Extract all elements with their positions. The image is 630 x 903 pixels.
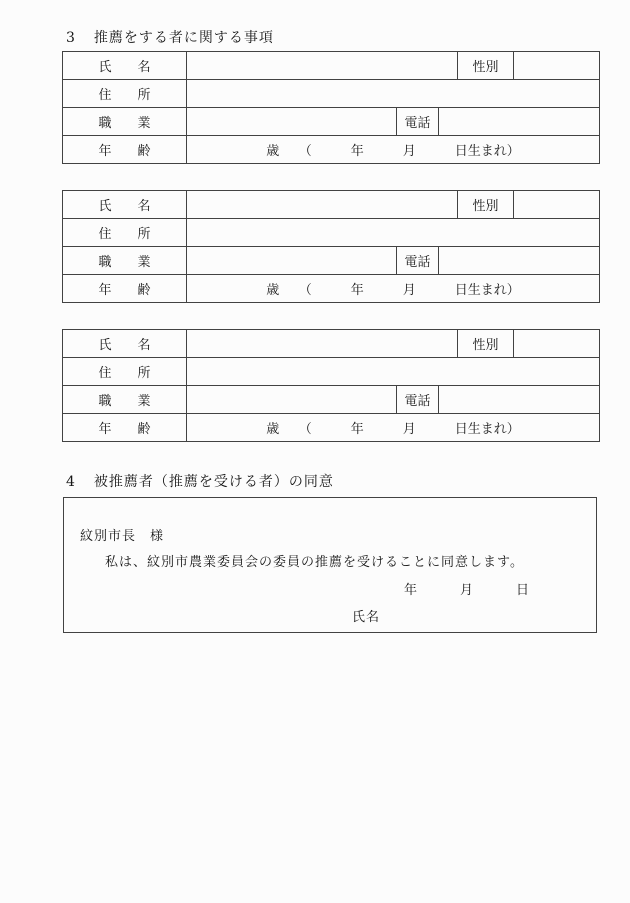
table-row <box>63 386 600 414</box>
gender-label: 性別 <box>458 191 514 219</box>
age-label: 年 齢 <box>63 414 187 442</box>
phone-label: 電話 <box>397 108 439 136</box>
section-title: 被推薦者（推薦を受ける者）の同意 <box>93 474 334 490</box>
table-row <box>63 80 600 108</box>
gender-field[interactable] <box>514 191 600 219</box>
address-field[interactable] <box>187 358 600 386</box>
section-number: 4 <box>66 474 76 490</box>
name-field[interactable] <box>187 191 458 219</box>
gender-label: 性別 <box>458 330 514 358</box>
phone-field[interactable] <box>439 108 600 136</box>
name-field[interactable] <box>187 330 458 358</box>
age-label: 年 齢 <box>63 136 187 164</box>
age-birthdate-line[interactable]: 歳 （ 年 月 日生まれ） <box>187 136 600 164</box>
section-title: 推薦をする者に関する事項 <box>93 30 274 46</box>
address-label: 住 所 <box>63 80 187 108</box>
name-field[interactable] <box>187 52 458 80</box>
address-field[interactable] <box>187 80 600 108</box>
table-row <box>63 358 600 386</box>
name-label: 氏 名 <box>63 191 187 219</box>
consent-addressee: 紋別市長 様 <box>80 529 165 544</box>
name-label: 氏 名 <box>63 330 187 358</box>
table-row <box>63 414 600 442</box>
consent-statement: 私は、紋別市農業委員会の委員の推薦を受けることに同意します。 <box>105 555 524 570</box>
section-heading-recommenders <box>66 27 274 47</box>
phone-label: 電話 <box>397 386 439 414</box>
gender-field[interactable] <box>514 52 600 80</box>
recommender-table-3 <box>62 329 600 442</box>
phone-field[interactable] <box>439 247 600 275</box>
occupation-field[interactable] <box>187 247 397 275</box>
consent-name-label[interactable]: 氏名 <box>352 610 381 625</box>
occupation-label: 職 業 <box>63 108 187 136</box>
phone-field[interactable] <box>439 386 600 414</box>
age-birthdate-line[interactable]: 歳 （ 年 月 日生まれ） <box>187 275 600 303</box>
recommender-table-1 <box>62 51 600 164</box>
section-number: 3 <box>66 30 76 46</box>
address-label: 住 所 <box>63 358 187 386</box>
table-row <box>63 52 600 80</box>
address-label: 住 所 <box>63 219 187 247</box>
table-row <box>63 247 600 275</box>
table-row <box>63 136 600 164</box>
address-field[interactable] <box>187 219 600 247</box>
occupation-field[interactable] <box>187 386 397 414</box>
recommender-table-2 <box>62 190 600 303</box>
table-row <box>63 191 600 219</box>
section-heading-consent <box>66 471 334 491</box>
consent-box <box>63 497 597 633</box>
phone-label: 電話 <box>397 247 439 275</box>
occupation-label: 職 業 <box>63 386 187 414</box>
name-label: 氏 名 <box>63 52 187 80</box>
consent-date-line[interactable]: 年 月 日 <box>404 583 531 598</box>
age-label: 年 齢 <box>63 275 187 303</box>
table-row <box>63 330 600 358</box>
table-row <box>63 219 600 247</box>
gender-field[interactable] <box>514 330 600 358</box>
occupation-field[interactable] <box>187 108 397 136</box>
table-row <box>63 108 600 136</box>
gender-label: 性別 <box>458 52 514 80</box>
age-birthdate-line[interactable]: 歳 （ 年 月 日生まれ） <box>187 414 600 442</box>
table-row <box>63 275 600 303</box>
occupation-label: 職 業 <box>63 247 187 275</box>
